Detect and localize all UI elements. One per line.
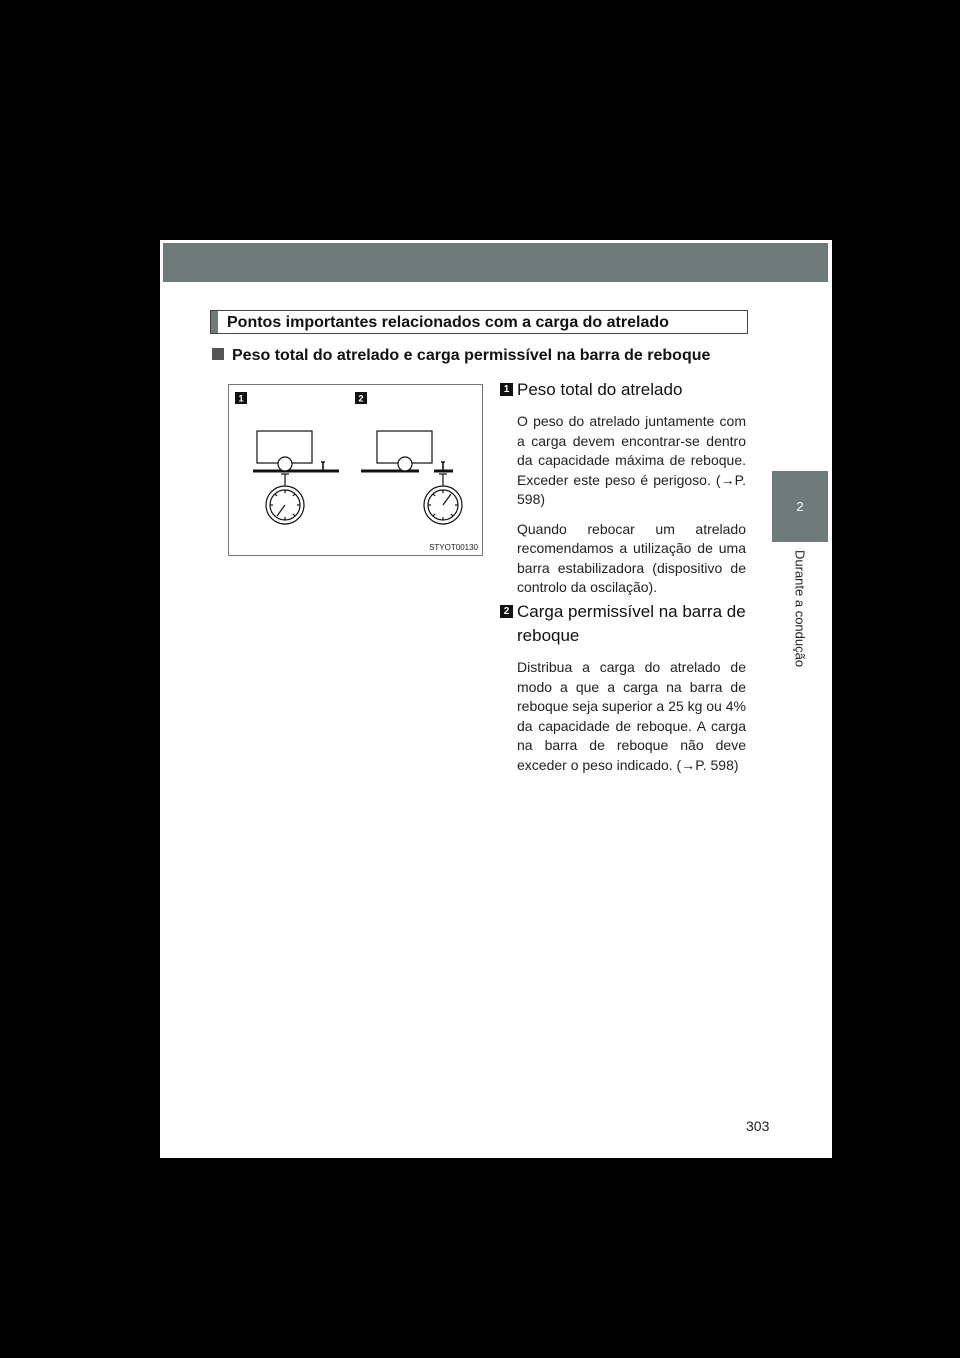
page-number: 303 — [746, 1118, 770, 1134]
scene-total-weight — [253, 431, 339, 524]
item-2-heading — [500, 600, 746, 648]
item-1-paragraph-2: Quando rebocar um atrelado recomendamos a utilização de uma barra estabilizadora (dispositivo de controlo da oscilação). — [517, 520, 746, 595]
figure-id: STYOT00130 — [429, 543, 478, 552]
manual-page — [160, 240, 832, 1158]
item-total-weight — [500, 378, 746, 598]
subheading-text: Peso total do atrelado e carga permissível na barra de reboque — [232, 347, 711, 364]
trailer-weight-figure — [228, 384, 483, 556]
section-title: Pontos importantes relacionados com a carga do atrelado — [227, 314, 669, 331]
figure-badge-1-label: 1 — [238, 393, 244, 404]
item-2-paragraph-1: Distribua a carga do atrelado de modo a que a carga na barra de reboque seja superior a 25 kg ou 4% da capacidade de reboque. A carga na barra de reboque não deve exceder o peso indicado. (→P. 598) — [517, 659, 746, 773]
subheading — [212, 347, 710, 365]
scene-tongue-weight — [361, 431, 462, 524]
item-1-title: Peso total do atrelado — [517, 380, 683, 399]
square-bullet-icon — [212, 348, 224, 360]
item-1-heading — [500, 378, 746, 402]
item-1-badge: 1 — [500, 383, 513, 396]
section-title-box — [210, 310, 748, 334]
chapter-number: 2 — [796, 499, 804, 514]
figure-badge-2-label: 2 — [358, 393, 364, 404]
trailer-scale-illustration — [229, 385, 482, 555]
item-2-badge: 2 — [500, 605, 513, 618]
item-2-title: Carga permissível na barra de reboque — [517, 602, 746, 645]
chapter-side-label — [782, 550, 818, 690]
item-1-paragraph-1: O peso do atrelado juntamente com a carga devem encontrar-se dentro da capacidade máxima de reboque. Exceder este peso é perigoso. (→P. 598) — [517, 413, 746, 507]
chapter-tab — [772, 471, 828, 542]
chapter-label: Durante a condução — [792, 550, 808, 668]
item-tongue-load — [500, 600, 746, 775]
header-band — [163, 243, 828, 282]
